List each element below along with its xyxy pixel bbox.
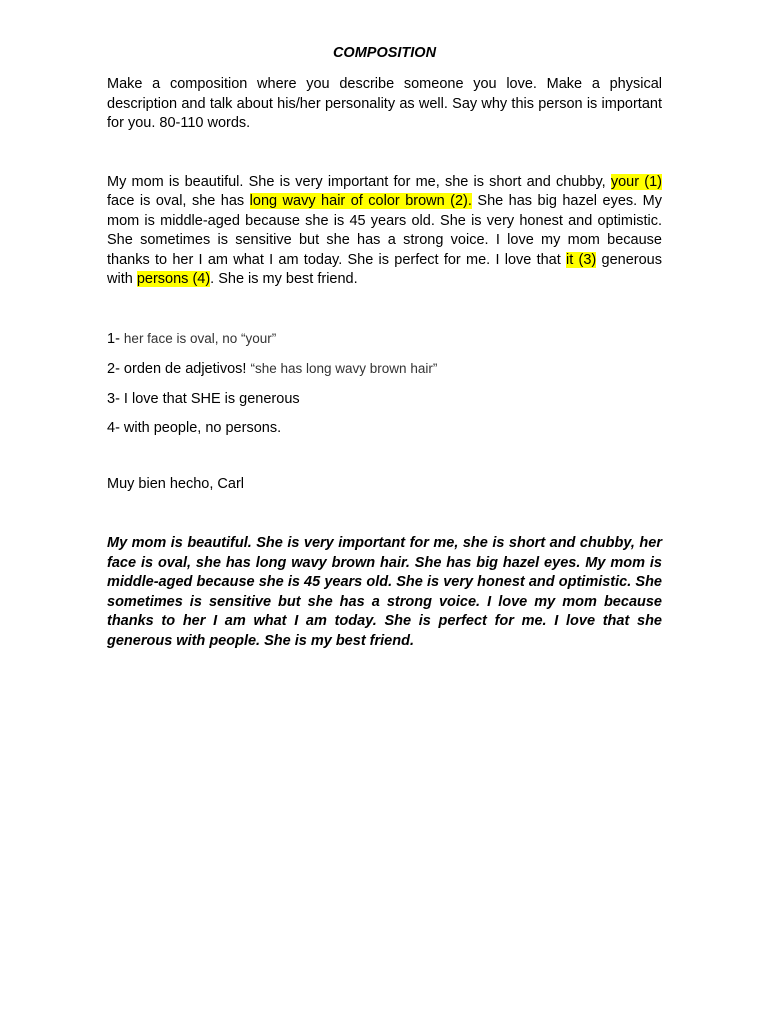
- highlight-error-4: persons (4): [136, 271, 211, 287]
- teacher-note: Muy bien hecho, Carl: [107, 476, 245, 492]
- highlight-error-2: long wavy hair of color brown (2).: [249, 193, 472, 209]
- document-page: [107, 44, 662, 651]
- essay-text-3: She has big hazel eyes. My mom is middle-aged because she is 45 years old. She is very honest and optimistic. She sometimes is sensitive but she has a strong voice. I love my mom because thanks to her I am what I am today. She is perfect for me. I love that: [107, 193, 662, 268]
- highlight-error-1: your (1): [610, 173, 662, 190]
- essay-text-1: My mom is beautiful. She is very important for me, she is short and chubby,: [107, 173, 611, 190]
- corrected-essay: My mom is beautiful. She is very important for me, she is short and chubby, her face is oval, she has long wavy brown hair. She has big hazel eyes. My mom is middle-aged because she is 45 years old. She is very honest and optimistic. She sometimes is sensitive but she has a strong voice. I love my mom because thanks to her I am what I am today. She is perfect for me. I love that she generous with people. She is my best friend.: [107, 535, 662, 649]
- correction-1-number: 1-: [107, 330, 124, 347]
- page-title: COMPOSITION: [332, 45, 437, 61]
- correction-item-3: 3- I love that SHE is generous: [107, 390, 300, 407]
- corrections-list: [107, 329, 662, 439]
- essay-text-5: . She is my best friend.: [210, 271, 358, 287]
- correction-item-1: [107, 329, 662, 349]
- correction-item-2: [107, 359, 662, 379]
- student-essay: [107, 173, 662, 290]
- highlight-error-3: it (3): [566, 251, 597, 268]
- essay-text-4: generous with: [107, 251, 662, 287]
- correction-2-text: “she has long wavy brown hair”: [250, 361, 438, 376]
- correction-item-4: 4- with people, no persons.: [107, 420, 282, 436]
- instructions-paragraph: Make a composition where you describe someone you love. Make a physical description and talk about his/her personality as well. Say why this person is important for you. 80-110 words.: [107, 76, 662, 131]
- correction-1-text: her face is oval, no “your”: [123, 330, 277, 346]
- essay-text-2: face is oval, she has: [107, 193, 250, 209]
- correction-2-label: 2- orden de adjetivos!: [107, 361, 251, 377]
